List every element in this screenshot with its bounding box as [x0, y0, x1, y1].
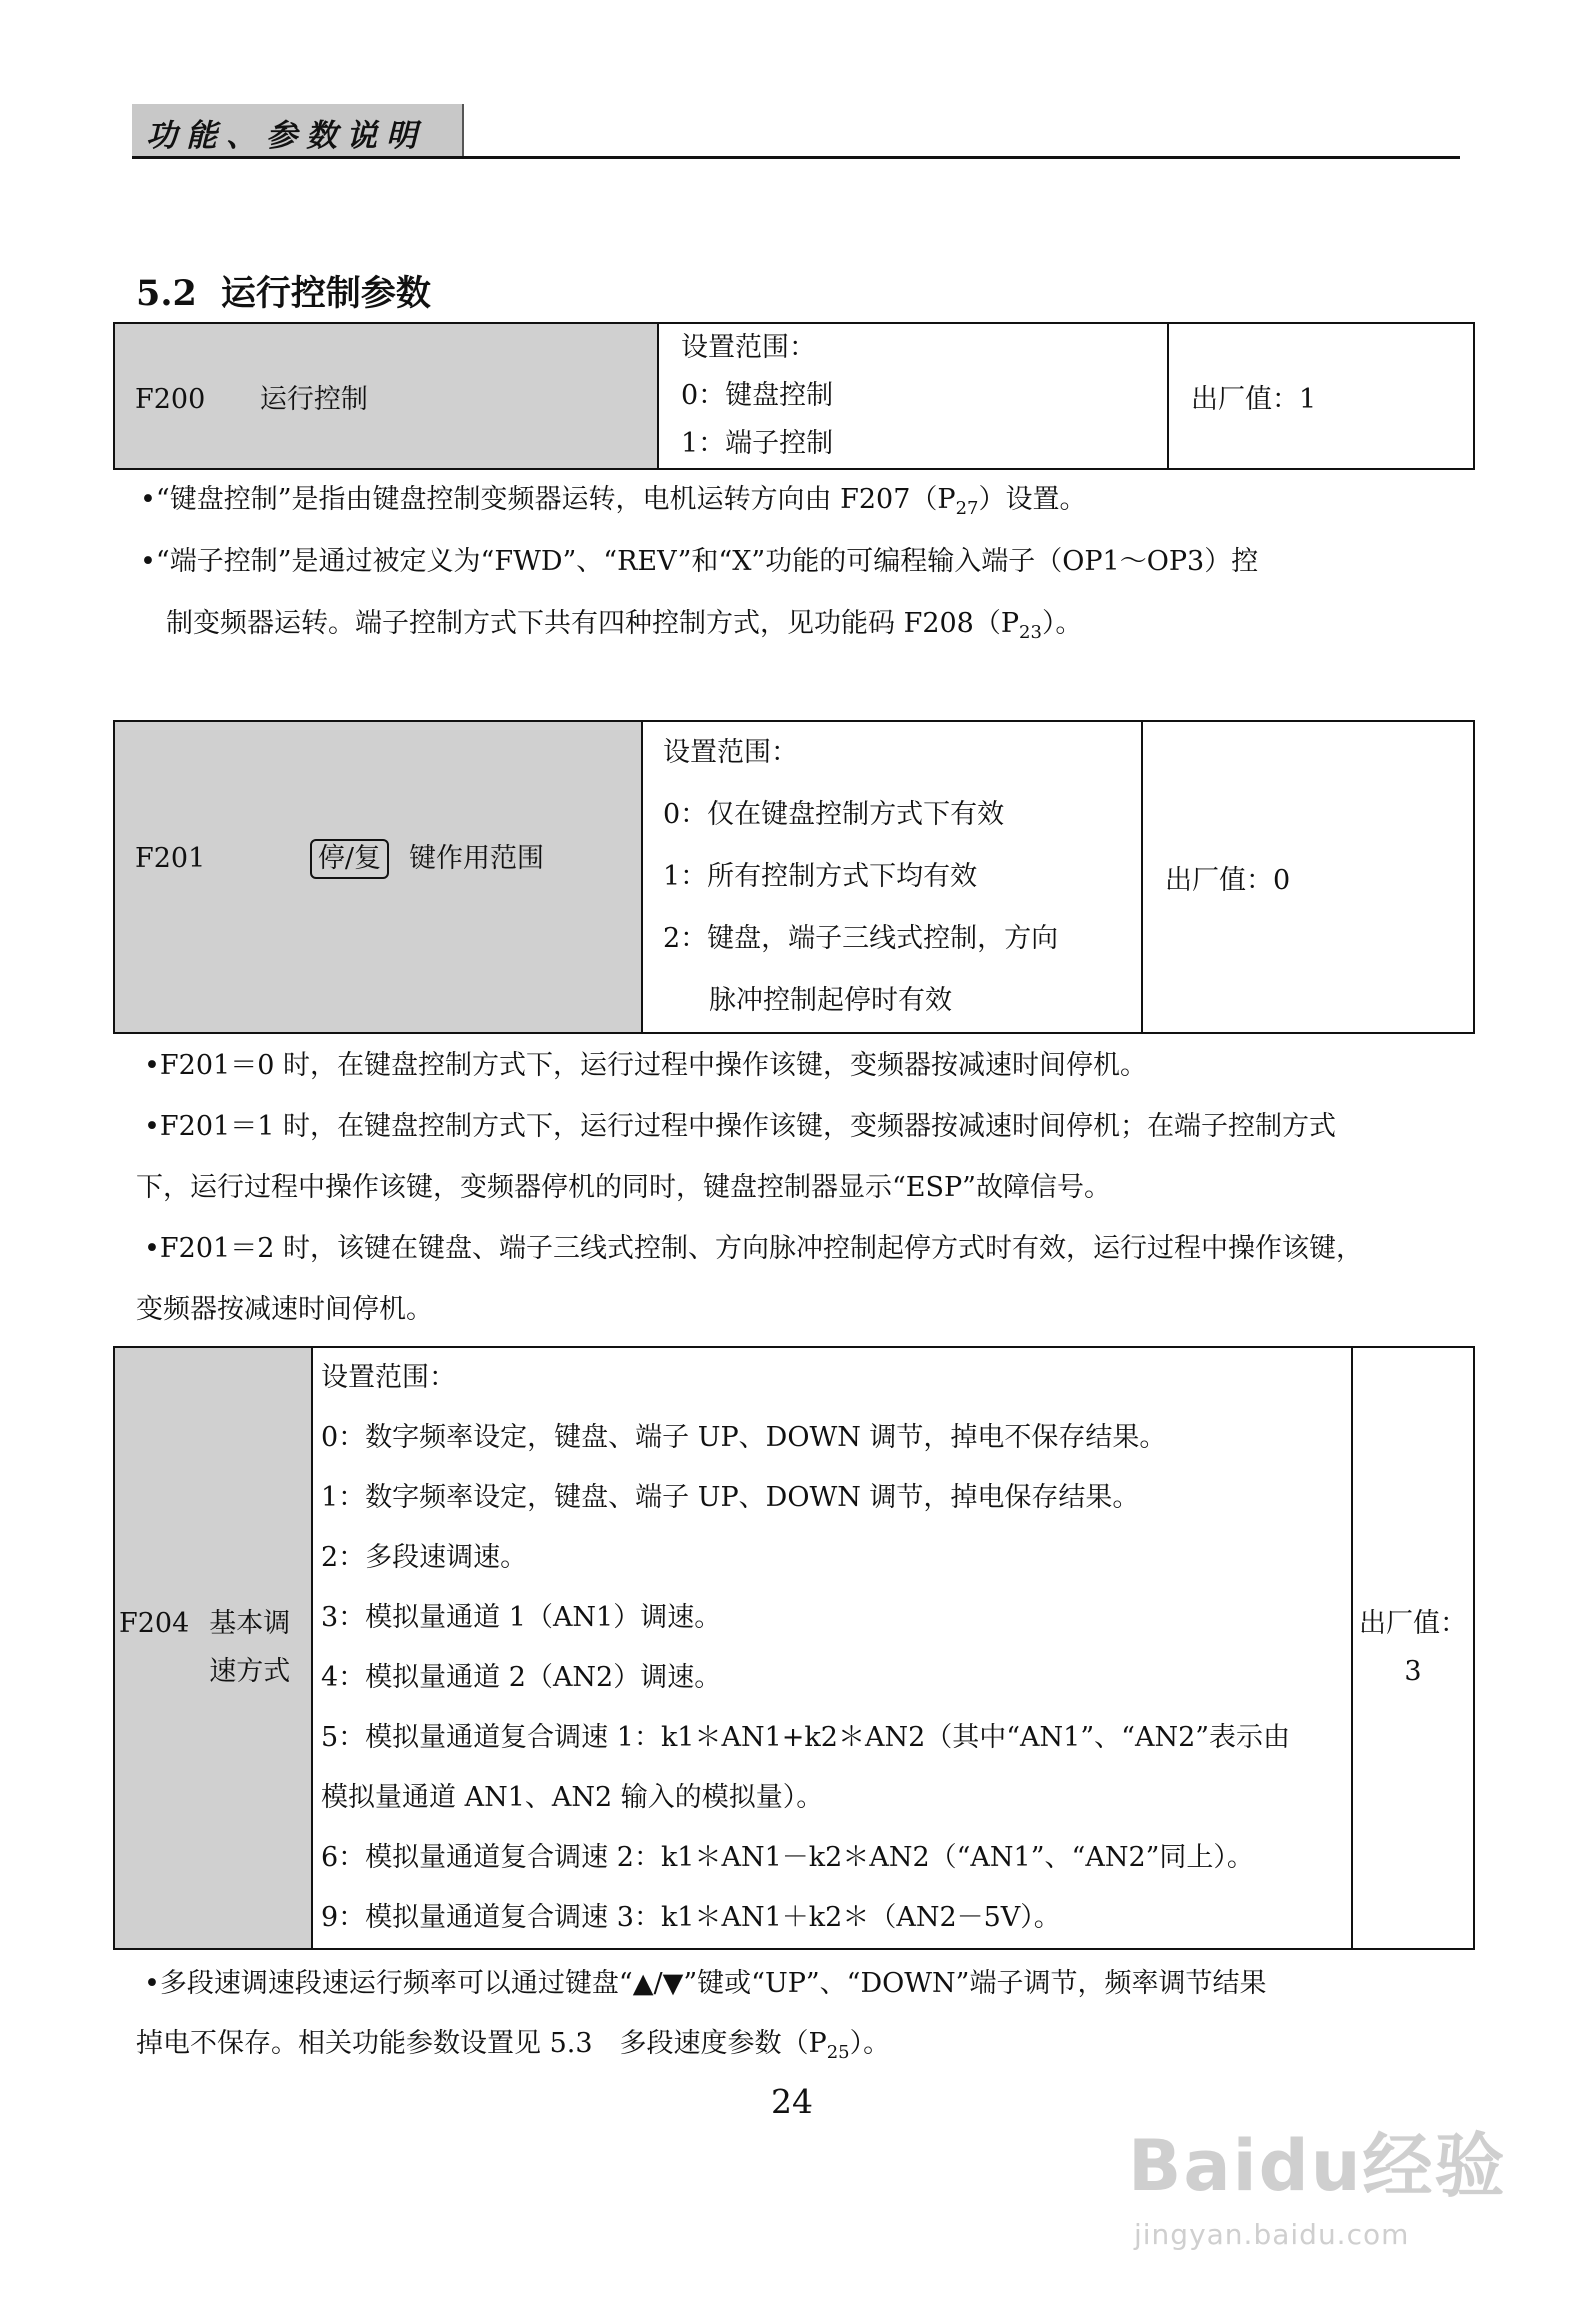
f200-code: F200: [135, 383, 206, 415]
f204-default-label: 出厂值：: [1359, 1608, 1467, 1639]
f204-option: 3：模拟量通道 1（AN1）调速。: [321, 1602, 722, 1633]
f200-range-title: 设置范围：: [681, 332, 816, 363]
header-rule: [132, 156, 1460, 159]
note-f201-1: •F201＝1 时，在键盘控制方式下，运行过程中操作该键，变频器按减速时间停机；在端子控制方式: [144, 1111, 1336, 1142]
f204-range-title: 设置范围：: [321, 1362, 456, 1393]
f201-default-cell: [1142, 721, 1474, 1033]
note-multispeed-cont: 掉电不保存。相关功能参数设置见 5.3 多段速度参数$(P_{25})$。: [136, 2028, 891, 2063]
f200-code-cell: [114, 323, 658, 469]
section-name: 运行控制参数: [220, 273, 431, 314]
f204-option: 4：模拟量通道 2（AN2）调速。: [321, 1662, 722, 1693]
f204-option: 2：多段速调速。: [321, 1542, 528, 1573]
f204-option: 0：数字频率设定，键盘、端子 UP、DOWN 调节，掉电不保存结果。: [321, 1422, 1167, 1453]
f204-code-cell: [114, 1347, 312, 1949]
f204-option: 1：数字频率设定，键盘、端子 UP、DOWN 调节，掉电保存结果。: [321, 1482, 1140, 1513]
f200-name: 运行控制: [259, 383, 368, 415]
note-f201-1-cont: 下，运行过程中操作该键，变频器停机的同时，键盘控制器显示“ESP”故障信号。: [136, 1172, 1111, 1203]
page-number: 24: [771, 2082, 813, 2121]
page-header-title: 功能、参数说明: [146, 118, 426, 154]
f200-option: 1：端子控制: [681, 428, 834, 459]
f200-default-cell: [1168, 323, 1474, 469]
note-terminal-control: •“端子控制”是通过被定义为“FWD”、“REV”和“X”功能的可编程输入端子（OP1～OP3）控: [140, 546, 1259, 577]
note-terminal-control-cont: 制变频器运转。端子控制方式下共有四种控制方式，见功能码 $F208(P_{23})$。: [166, 608, 1083, 643]
section-number: 5.2: [136, 273, 197, 314]
f201-option: 0：仅在键盘控制方式下有效: [663, 799, 1005, 830]
f201-range-title: 设置范围：: [663, 737, 798, 768]
f204-name: 基本调: [209, 1608, 291, 1639]
f204-default-value: 3: [1404, 1656, 1422, 1687]
f201-code-cell: [114, 721, 642, 1033]
note-f201-2: •F201＝2 时，该键在键盘、端子三线式控制、方向脉冲控制起停方式时有效，运行过程中操作该键，: [144, 1233, 1363, 1264]
f201-name: 键作用范围: [408, 842, 544, 874]
f204-default-cell: [1352, 1347, 1474, 1949]
f204-name: 速方式: [209, 1656, 291, 1687]
stop-reset-key-label: 停/复: [310, 839, 389, 879]
baidu-jingyan-watermark-logo: Baidu经验: [1128, 2125, 1507, 2207]
f200-option: 0：键盘控制: [681, 380, 834, 411]
f201-option: 2：键盘，端子三线式控制，方向: [663, 923, 1059, 954]
f200-table: [113, 322, 1475, 470]
f204-option: 模拟量通道 AN1、AN2 输入的模拟量）。: [321, 1782, 824, 1813]
note-f201-2-cont: 变频器按减速时间停机。: [136, 1294, 433, 1325]
f201-option: 脉冲控制起停时有效: [709, 985, 952, 1016]
f201-code: F201: [135, 842, 206, 874]
note-multispeed: •多段速调速段速运行频率可以通过键盘“▲/▼”键或“UP”、“DOWN”端子调节，频率调节结果: [144, 1968, 1267, 1999]
f204-table: [113, 1346, 1475, 1950]
f201-option: 1：所有控制方式下均有效: [663, 861, 978, 892]
f204-range-cell: [312, 1347, 1352, 1949]
f201-range-cell: [642, 721, 1142, 1033]
note-f201-0: •F201＝0 时，在键盘控制方式下，运行过程中操作该键，变频器按减速时间停机。: [144, 1050, 1147, 1081]
baidu-jingyan-watermark-url: jingyan.baidu.com: [1134, 2218, 1410, 2251]
f204-code: F204: [119, 1608, 190, 1639]
f204-option: 9：模拟量通道复合调速 3：k1＊AN1＋k2＊（AN2－5V）。: [321, 1902, 1061, 1933]
f204-option: 5：模拟量通道复合调速 1：k1＊AN1+k2＊AN2（其中“AN1”、“AN2”表示由: [321, 1722, 1291, 1753]
f201-table: [113, 720, 1475, 1034]
f201-default: 出厂值：0: [1165, 864, 1291, 896]
note-keyboard-control: •“键盘控制”是指由键盘控制变频器运转，电机运转方向由 $F207(P_{27})$设置。: [140, 484, 1087, 519]
f200-default: 出厂值：1: [1191, 383, 1317, 415]
f200-range-cell: [658, 323, 1168, 469]
section-title: [136, 266, 431, 316]
f204-option: 6：模拟量通道复合调速 2：k1＊AN1－k2＊AN2（“AN1”、“AN2”同上）。: [321, 1842, 1254, 1873]
